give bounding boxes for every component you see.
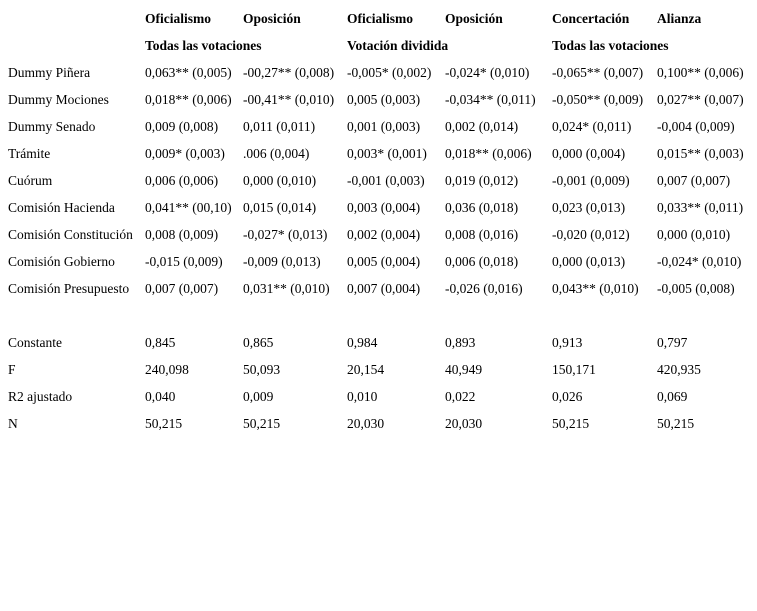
group-header: Todas las votaciones [145, 38, 262, 53]
cell: -0,024* (0,010) [445, 65, 530, 80]
cell: 0,002 (0,014) [445, 119, 519, 134]
corner-cell [8, 32, 145, 59]
cell: 0,008 (0,016) [445, 227, 519, 242]
cell: -0,005 (0,008) [657, 281, 735, 296]
cell: 420,935 [657, 362, 701, 377]
cell: -0,004 (0,009) [657, 119, 735, 134]
cell: 0,007 (0,007) [145, 281, 219, 296]
cell: 50,215 [243, 416, 281, 431]
cell: 0,008 (0,009) [145, 227, 219, 242]
col-header: Alianza [657, 11, 702, 26]
col-header: Oposición [243, 11, 301, 26]
spacer-row [8, 302, 755, 329]
cell: 0,018** (0,006) [445, 146, 532, 161]
cell: -0,027* (0,013) [243, 227, 328, 242]
cell: 0,003 (0,004) [347, 200, 421, 215]
col-header: Oficialismo [145, 11, 211, 26]
group-header: Votación dividida [347, 38, 449, 53]
cell: 0,006 (0,006) [145, 173, 219, 188]
cell: -0,005* (0,002) [347, 65, 432, 80]
cell: -00,41** (0,010) [243, 92, 335, 107]
cell: 0,007 (0,007) [657, 173, 731, 188]
row-label: F [8, 362, 16, 377]
cell: 150,171 [552, 362, 596, 377]
cell: 0,041** (00,10) [145, 200, 232, 215]
cell: 0,033** (0,011) [657, 200, 744, 215]
cell: 0,069 [657, 389, 688, 404]
cell: 0,984 [347, 335, 378, 350]
cell: 0,845 [145, 335, 176, 350]
table-row [8, 167, 755, 194]
table-row [8, 113, 755, 140]
row-label: Cuórum [8, 173, 53, 188]
cell: 0,026 [552, 389, 583, 404]
cell: 0,865 [243, 335, 274, 350]
col-header: Oficialismo [347, 11, 413, 26]
cell: 0,023 (0,013) [552, 200, 626, 215]
row-label: Dummy Mociones [8, 92, 109, 107]
col-header: Oposición [445, 11, 503, 26]
cell: 0,011 (0,011) [243, 119, 316, 134]
cell: 0,040 [145, 389, 176, 404]
cell: 0,913 [552, 335, 583, 350]
row-label: N [8, 416, 18, 431]
cell: 0,007 (0,004) [347, 281, 421, 296]
cell: 20,154 [347, 362, 385, 377]
cell: 50,093 [243, 362, 281, 377]
cell: -0,001 (0,009) [552, 173, 630, 188]
cell: -0,034** (0,011) [445, 92, 536, 107]
results-table [8, 5, 755, 437]
cell: -0,001 (0,003) [347, 173, 425, 188]
cell: 0,006 (0,018) [445, 254, 519, 269]
cell: 0,009 [243, 389, 274, 404]
cell: 0,024* (0,011) [552, 119, 632, 134]
cell: 0,027** (0,007) [657, 92, 744, 107]
table-row [8, 59, 755, 86]
cell: 0,005 (0,004) [347, 254, 421, 269]
cell: -0,015 (0,009) [145, 254, 223, 269]
cell: 0,036 (0,018) [445, 200, 519, 215]
cell: 0,893 [445, 335, 476, 350]
row-label: Comisión Hacienda [8, 200, 115, 215]
cell: -0,065** (0,007) [552, 65, 644, 80]
cell: 0,015 (0,014) [243, 200, 317, 215]
row-label: R2 ajustado [8, 389, 73, 404]
row-label: Comisión Constitución [8, 227, 133, 242]
cell: 0,001 (0,003) [347, 119, 421, 134]
cell: 0,100** (0,006) [657, 65, 744, 80]
cell: 50,215 [657, 416, 695, 431]
cell: 0,018** (0,006) [145, 92, 232, 107]
cell: -0,024* (0,010) [657, 254, 742, 269]
group-header: Todas las votaciones [552, 38, 669, 53]
cell: 0,797 [657, 335, 688, 350]
cell: 0,003* (0,001) [347, 146, 427, 161]
cell: 0,009* (0,003) [145, 146, 225, 161]
cell: 0,043** (0,010) [552, 281, 639, 296]
cell: 240,098 [145, 362, 189, 377]
cell: 0,015** (0,003) [657, 146, 744, 161]
table-row [8, 356, 755, 383]
cell: 0,000 (0,004) [552, 146, 626, 161]
cell: 20,030 [347, 416, 385, 431]
corner-cell [8, 5, 145, 32]
table-row [8, 86, 755, 113]
cell: 40,949 [445, 362, 483, 377]
row-label: Constante [8, 335, 62, 350]
cell: -0,026 (0,016) [445, 281, 523, 296]
table-row [8, 194, 755, 221]
table-row [8, 275, 755, 302]
table-row [8, 221, 755, 248]
cell: 0,010 [347, 389, 378, 404]
cell: 0,022 [445, 389, 476, 404]
table-row [8, 248, 755, 275]
row-label: Comisión Gobierno [8, 254, 115, 269]
table-row [8, 383, 755, 410]
cell: 0,019 (0,012) [445, 173, 519, 188]
cell: 0,063** (0,005) [145, 65, 232, 80]
column-header-row [8, 5, 755, 32]
table-row [8, 140, 755, 167]
cell: -0,050** (0,009) [552, 92, 644, 107]
cell: 50,215 [145, 416, 183, 431]
cell: .006 (0,004) [243, 146, 310, 161]
cell: 0,000 (0,010) [657, 227, 731, 242]
cell: 20,030 [445, 416, 483, 431]
row-label: Dummy Senado [8, 119, 96, 134]
cell: 0,000 (0,010) [243, 173, 317, 188]
cell: 0,000 (0,013) [552, 254, 626, 269]
table-row [8, 410, 755, 437]
row-label: Comisión Presupuesto [8, 281, 130, 296]
cell: 0,005 (0,003) [347, 92, 421, 107]
cell: 0,002 (0,004) [347, 227, 421, 242]
cell: -0,009 (0,013) [243, 254, 321, 269]
table-row [8, 329, 755, 356]
cell: 50,215 [552, 416, 590, 431]
cell: -00,27** (0,008) [243, 65, 335, 80]
cell: -0,020 (0,012) [552, 227, 630, 242]
cell: 0,009 (0,008) [145, 119, 219, 134]
group-header-row [8, 32, 755, 59]
row-label: Trámite [8, 146, 51, 161]
col-header: Concertación [552, 11, 630, 26]
row-label: Dummy Piñera [8, 65, 91, 80]
cell: 0,031** (0,010) [243, 281, 330, 296]
